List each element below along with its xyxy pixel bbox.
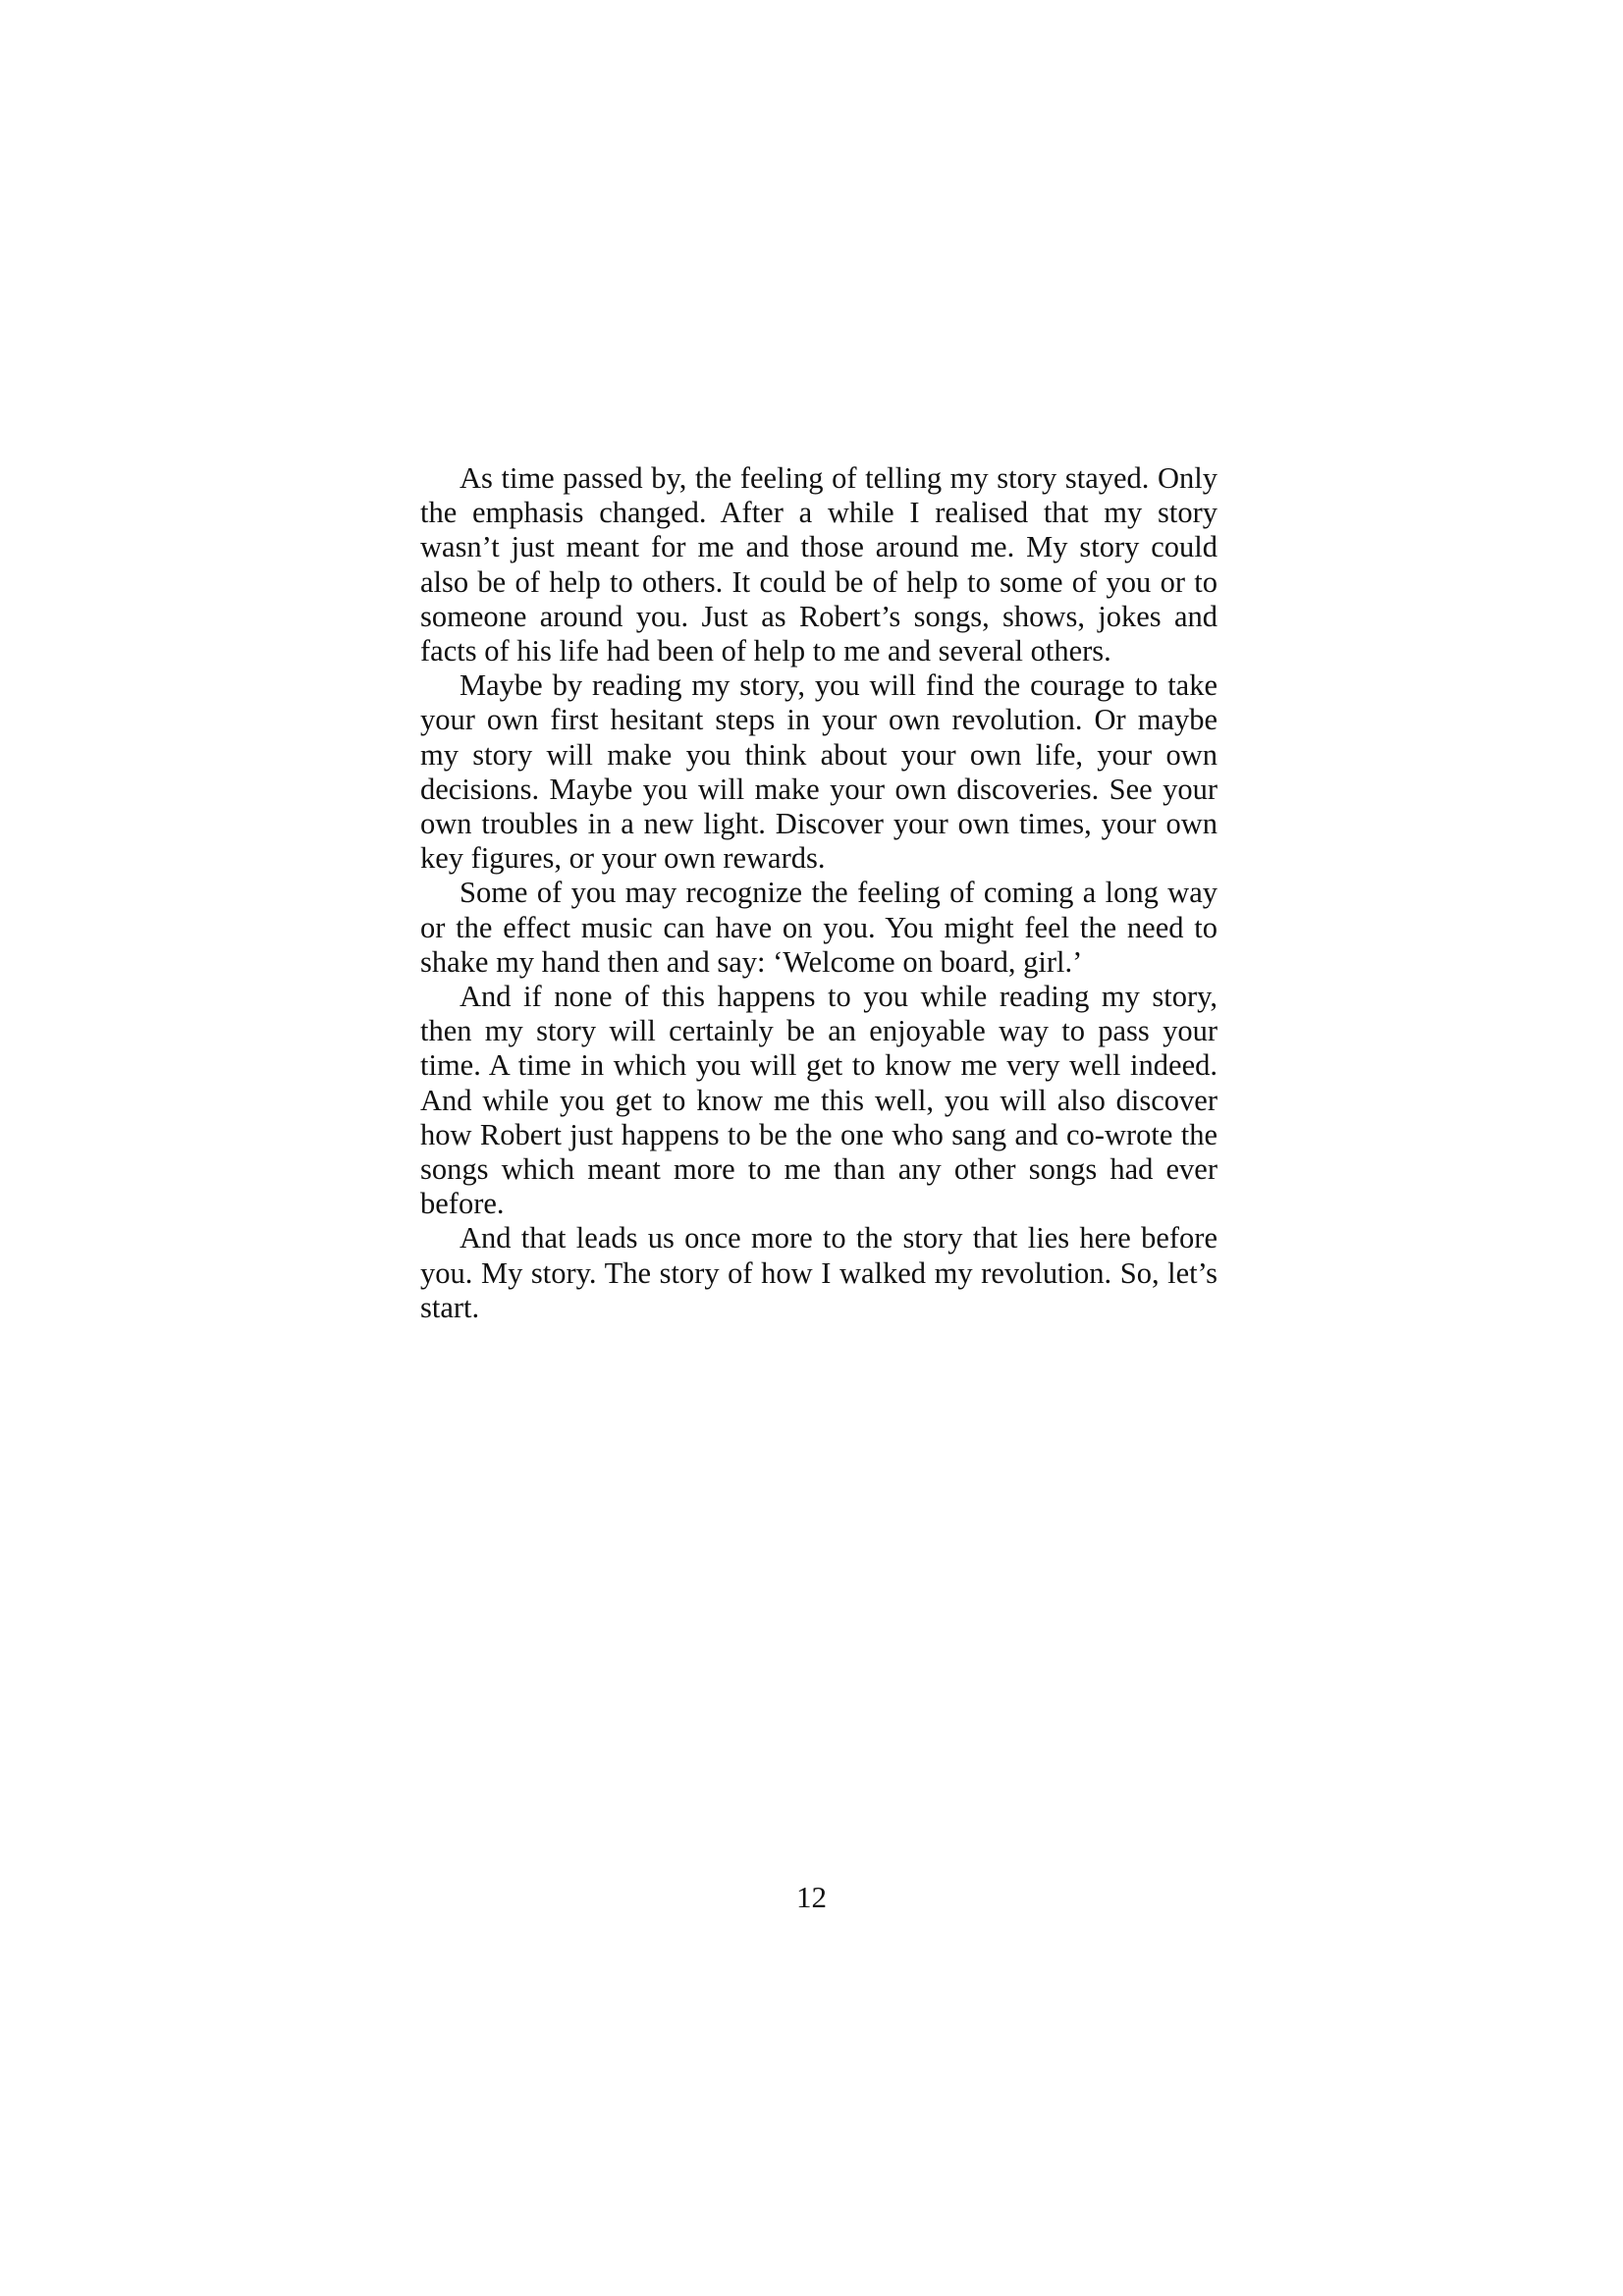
paragraph-2: Maybe by reading my story, you will find the courage to take your own first hesitant steps in your own revolution. Or maybe my story will make you think about your own life, your own decisions. Maybe you will make your own discoveries. See your own troubles in a new light. Discover your own times, your own key figures, or your own rewards.: [420, 668, 1217, 876]
paragraph-3: Some of you may recognize the feeling of coming a long way or the effect music can have on you. You might feel the need to shake my hand then and say: ‘Welcome on board, girl.’: [420, 876, 1217, 979]
paragraph-4: And if none of this happens to you while reading my story, then my story will certainly be an enjoyable way to pass your time. A time in which you will get to know me very well indeed. And while you get to know me this well, you will also discover how Robert just happens to be the one who sang and co-wrote the songs which meant more to me than any other songs had ever before.: [420, 980, 1217, 1221]
paragraph-5: And that leads us once more to the story that lies here before you. My story. The story of how I walked my revolution. So, let’s start.: [420, 1221, 1217, 1324]
paragraph-1: As time passed by, the feeling of telling my story stayed. Only the emphasis changed. After a while I realised that my story wasn’t just meant for me and those around me. My story could also be of help to others. It could be of help to some of you or to someone around you. Just as Robert’s songs, shows, jokes and facts of his life had been of help to me and several others.: [420, 461, 1217, 668]
page-number: 12: [796, 1880, 827, 1914]
body-text: [420, 461, 1217, 1325]
